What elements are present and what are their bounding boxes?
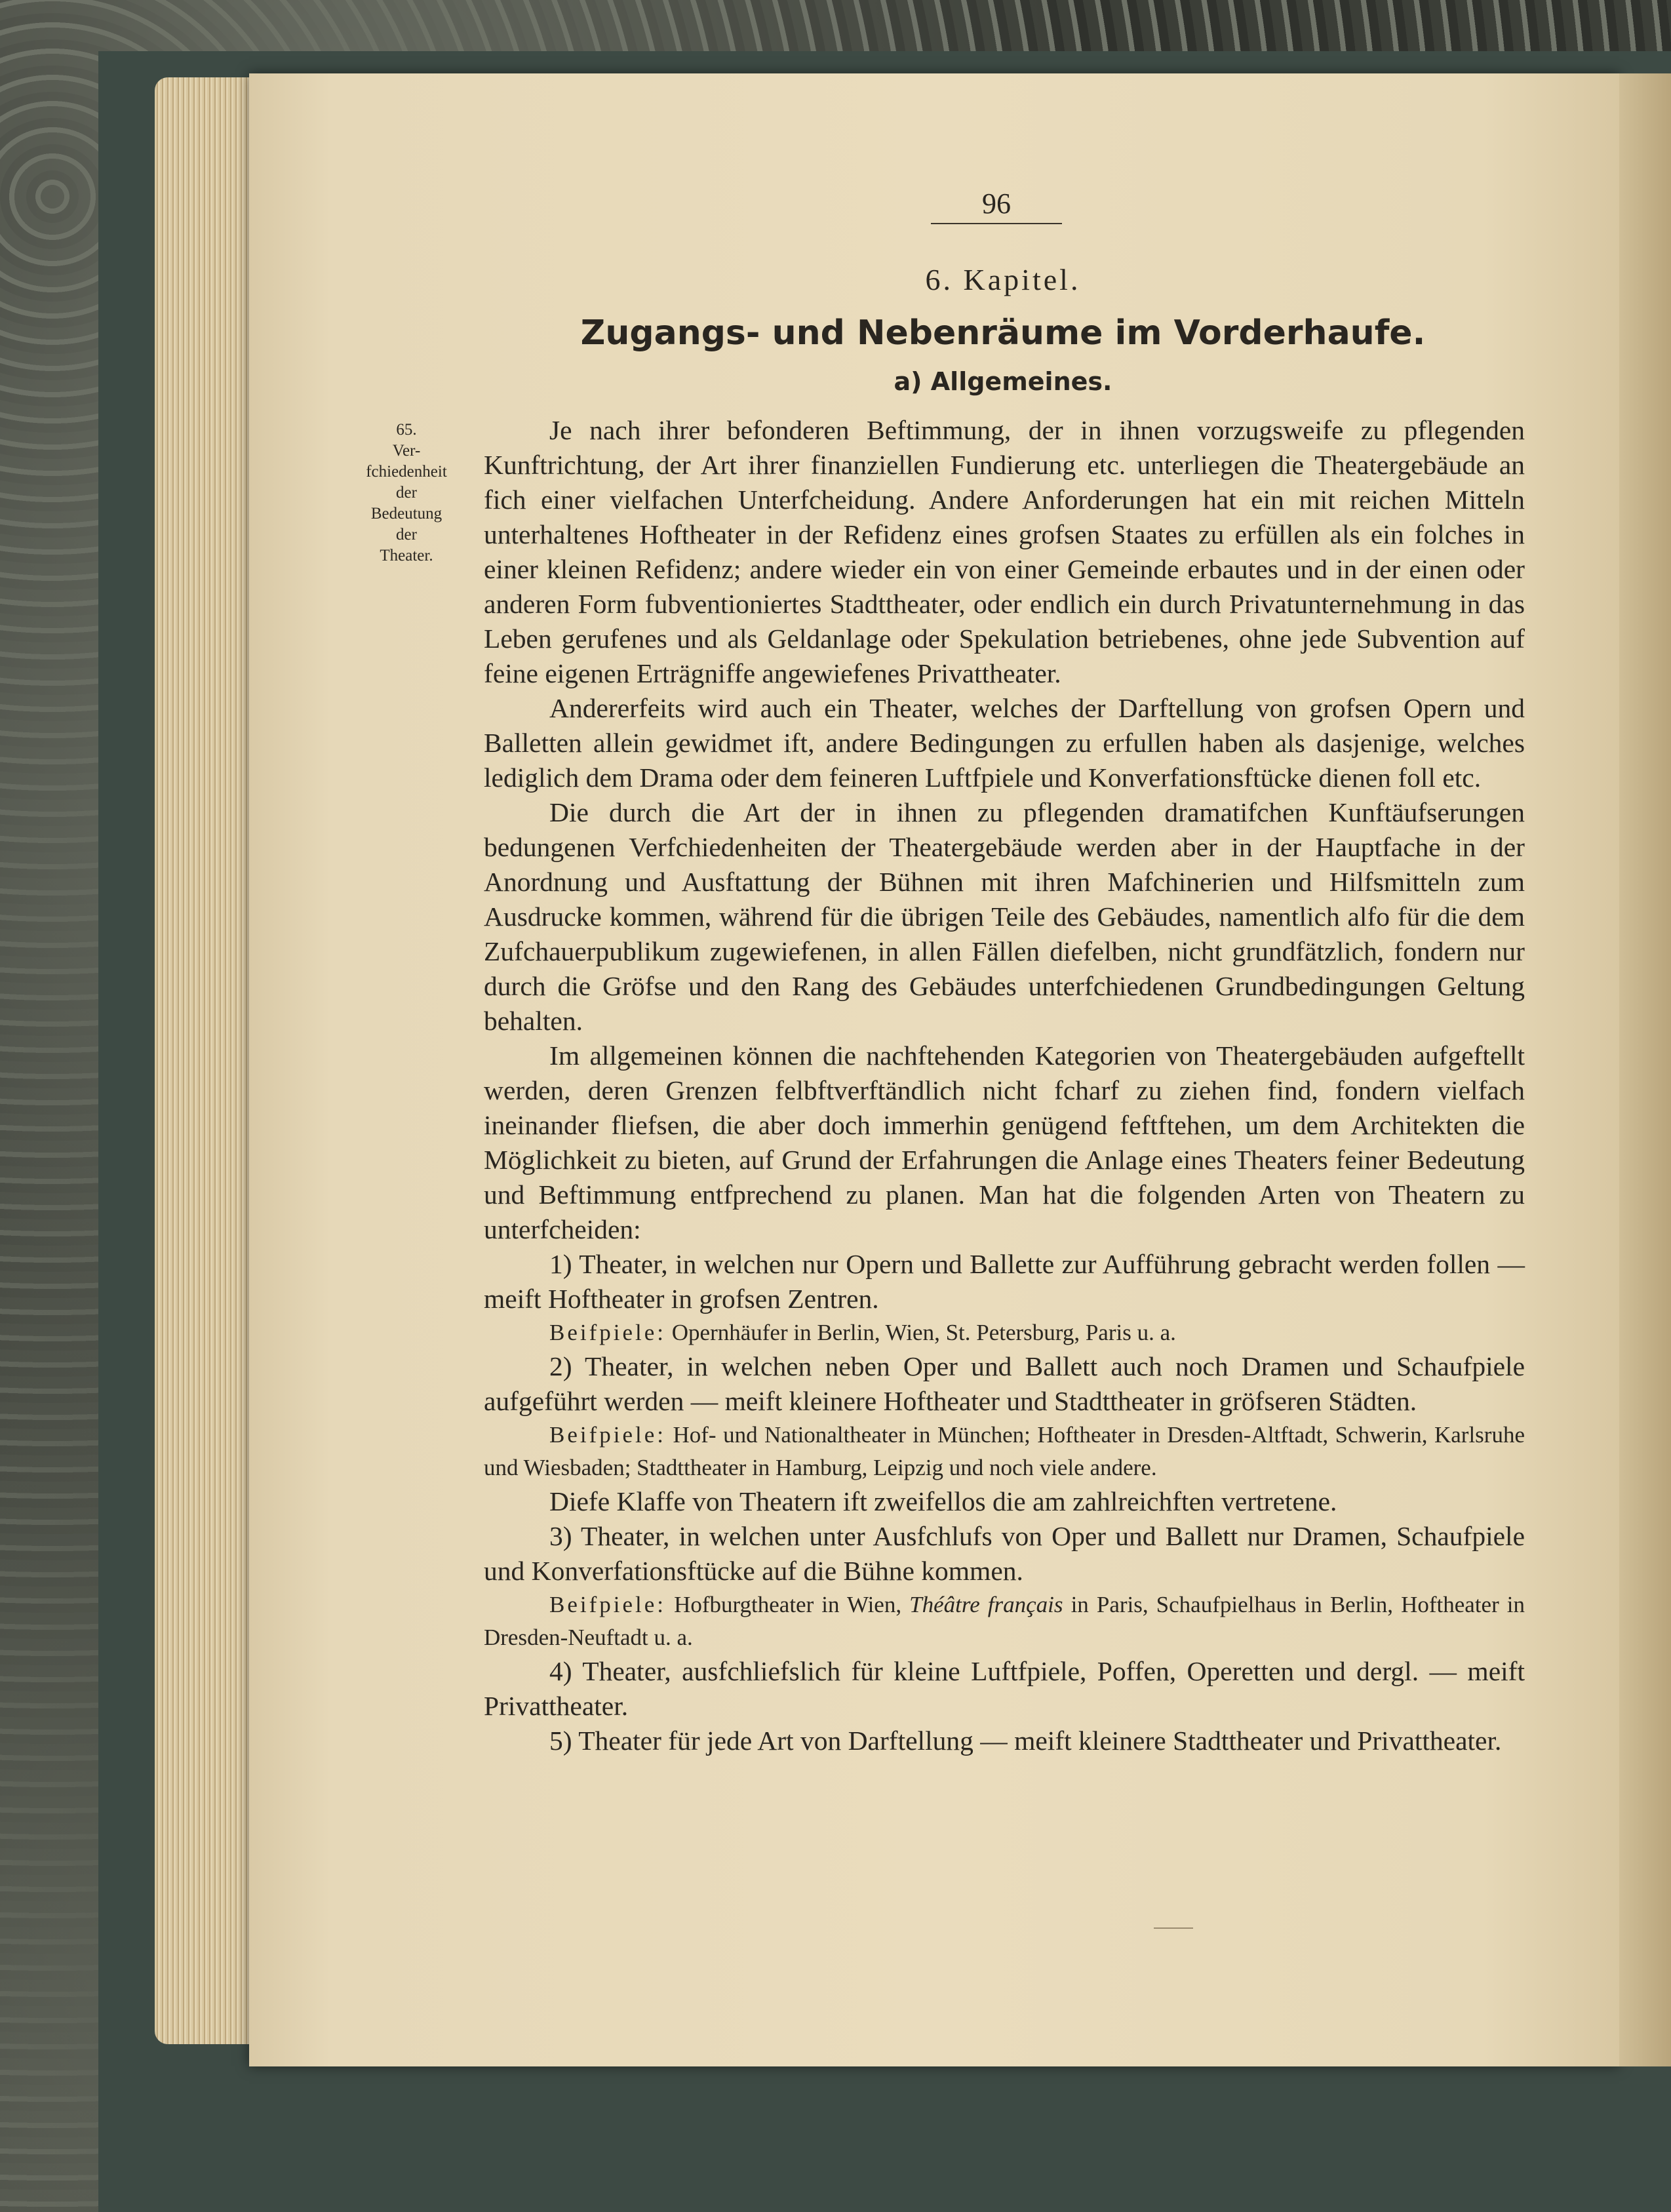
marginal-number: 65. bbox=[396, 421, 417, 439]
marginal-line: der bbox=[396, 526, 417, 543]
section-title: a) Allgemeines. bbox=[894, 367, 1112, 396]
example-text: Hof- und Nationaltheater in München; Hoftheater in Dresden-Altftadt, Schwerin, Karlsruhe und Wiesbaden; Stadttheater in Hamburg, Leipzig und noch viele andere. bbox=[484, 1422, 1525, 1480]
marginal-line: fchiedenheit bbox=[366, 463, 447, 481]
marginal-line: Ver- bbox=[392, 442, 421, 460]
example-line bbox=[484, 1316, 1525, 1349]
example-label: Beifpiele: bbox=[549, 1592, 667, 1617]
example-text: Opernhäufer in Berlin, Wien, St. Petersburg, Paris u. a. bbox=[671, 1320, 1176, 1345]
chapter-title: Zugangs- und Nebenräume im Vorderhaufe. bbox=[580, 313, 1426, 353]
page-number-rule bbox=[931, 223, 1062, 224]
list-item: 3) Theater, in welchen unter Ausfchlufs von Oper und Ballett nur Dramen, Schaufpiele und Konverfationsftücke auf die Bühne kommen. bbox=[484, 1521, 1525, 1586]
page-stack-edge bbox=[155, 77, 253, 2044]
list-item: 5) Theater für jede Art von Darftellung — meift kleinere Stadttheater und Privattheater. bbox=[549, 1726, 1502, 1756]
chapter-label: 6. Kapitel. bbox=[925, 263, 1081, 296]
marginal-line: der bbox=[396, 484, 417, 502]
marginal-note bbox=[341, 420, 472, 566]
footer-mark bbox=[1154, 1927, 1193, 1929]
list-item: 2) Theater, in welchen neben Oper und Ballett auch noch Dramen und Schaufpiele aufgeführt werden — meift kleinere Hoftheater und Stadttheater in gröfseren Städten. bbox=[484, 1351, 1525, 1416]
body-text bbox=[484, 413, 1525, 1758]
paragraph: Diefe Klaffe von Theatern ift zweifellos die am zahlreichften vertretene. bbox=[549, 1486, 1337, 1516]
paragraph: Im allgemeinen können die nachftehenden Kategorien von Theatergebäuden aufgeftellt werden, deren Grenzen felbftverftändlich nicht fcharf zu ziehen find, fondern vielfach ineinander fliefsen, die aber doch immerhin genügend feftftehen, um dem Architekten die Möglichkeit zu bieten, auf Grund der Erfahrungen die Anlage eines Theaters feiner Bedeutung und Beftimmung entfprechend zu planen. Man hat die folgenden Arten von Theatern zu unterfcheiden: bbox=[484, 1040, 1525, 1244]
marginal-line: Bedeutung bbox=[370, 505, 442, 523]
example-line bbox=[484, 1589, 1525, 1654]
example-text: in Paris, Schaufpielhaus in Berlin, Hoftheater in Dresden-Neuftadt u. a. bbox=[484, 1592, 1525, 1650]
example-label: Beifpiele: bbox=[549, 1422, 667, 1448]
list-item: 1) Theater, in welchen nur Opern und Ballette zur Aufführung gebracht werden follen — meift Hoftheater in grofsen Zentren. bbox=[484, 1249, 1525, 1314]
marginal-line: Theater. bbox=[380, 547, 433, 564]
page-number: 96 bbox=[982, 188, 1011, 220]
paragraph: Je nach ihrer befonderen Beftimmung, der in ihnen vorzugsweife zu pflegenden Kunftrichtung, der Art ihrer finanziellen Fundierung etc. unterliegen die Theatergebäude an fich einer vielfachen Unterfcheidung. Andere Anforderungen hat ein mit reichen Mitteln unterhaltenes Hoftheater in der Refidenz eines grofsen Staates zu erfüllen als ein folches in einer kleinen Refidenz; andere wieder ein von einer Gemeinde erbautes und in der einen oder anderen Form fubventioniertes Stadttheater, oder endlich ein durch Privatunternehmung in das Leben gerufenes und als Geldanlage oder Spekulation betriebenes, ohne jede Subvention auf feine eigenen Erträgniffe angewiefenes Privattheater. bbox=[484, 415, 1525, 688]
example-text: Hofburgtheater in Wien, bbox=[674, 1592, 902, 1617]
facing-page-edge bbox=[1619, 73, 1671, 2066]
example-italic-title: Théâtre français bbox=[909, 1592, 1063, 1617]
example-line bbox=[484, 1419, 1525, 1484]
list-item: 4) Theater, ausfchliefslich für kleine Luftfpiele, Poffen, Operetten und dergl. — meift Privattheater. bbox=[484, 1656, 1525, 1721]
example-label: Beifpiele: bbox=[549, 1320, 667, 1345]
paragraph: Andererfeits wird auch ein Theater, welches der Darftellung von grofsen Opern und Balletten allein gewidmet ift, andere Bedingungen zu erfullen haben als dasjenige, welches lediglich dem Drama oder dem feineren Luftfpiele und Konverfationsftücke dienen foll etc. bbox=[484, 693, 1525, 793]
paragraph: Die durch die Art der in ihnen zu pflegenden dramatifchen Kunftäufserungen bedungenen Verfchiedenheiten der Theatergebäude werden aber in der Hauptfache in der Anordnung und Ausftattung der Bühnen mit ihren Mafchinerien und Hilfsmitteln zum Ausdrucke kommen, während für die übrigen Teile des Gebäudes, namentlich alfo für die dem Zufchauerpublikum zugewiefenen, in allen Fällen diefelben, nicht grundfätzlich, fondern nur durch die Gröfse und den Rang des Gebäudes unterfchiedenen Grundbedingungen Geltung behalten. bbox=[484, 797, 1525, 1036]
